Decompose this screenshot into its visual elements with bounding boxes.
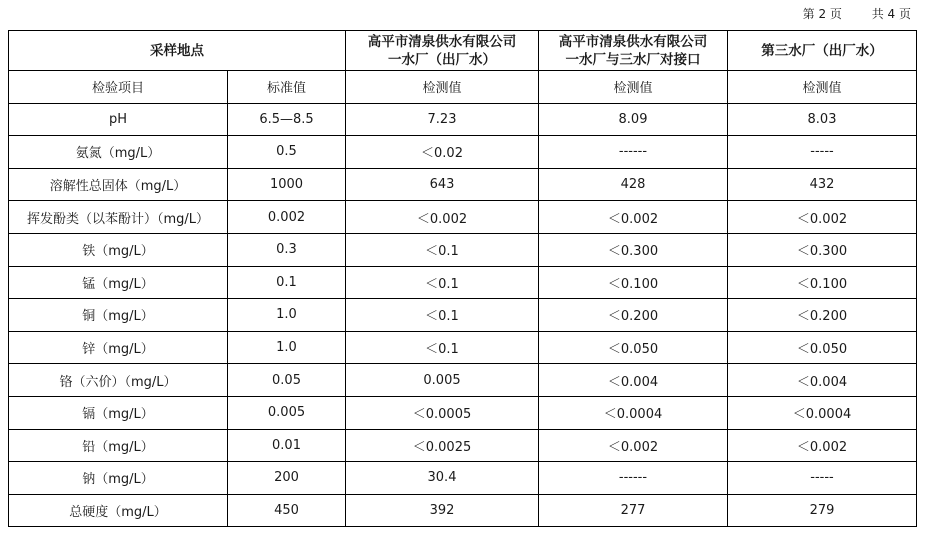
cell-site-1: ＜0.0005 <box>346 396 539 429</box>
table-row <box>9 233 917 266</box>
cell-site-1: ＜0.1 <box>346 331 539 364</box>
table-row <box>9 462 917 495</box>
cell-standard: 0.1 <box>228 266 346 299</box>
cell-site-3: 432 <box>728 168 917 201</box>
cell-standard: 200 <box>228 462 346 495</box>
cell-site-2: 428 <box>539 168 728 201</box>
cell-site-1: ＜0.1 <box>346 233 539 266</box>
cell-standard: 0.3 <box>228 233 346 266</box>
cell-site-3: ＜0.100 <box>728 266 917 299</box>
cell-site-2: ＜0.200 <box>539 299 728 332</box>
table-row <box>9 429 917 462</box>
cell-item: 总硬度（mg/L） <box>9 494 228 527</box>
cell-item: 氨氮（mg/L） <box>9 136 228 169</box>
cell-site-3: ＜0.050 <box>728 331 917 364</box>
header-site-2-line-2: 一水厂与三水厂对接口 <box>565 51 701 68</box>
cell-site-3: ----- <box>728 462 917 495</box>
cell-site-1: 0.005 <box>346 364 539 397</box>
cell-item: 铁（mg/L） <box>9 233 228 266</box>
cell-site-3: 8.03 <box>728 103 917 136</box>
cell-site-3: 279 <box>728 494 917 527</box>
cell-standard: 1.0 <box>228 299 346 332</box>
table-row <box>9 266 917 299</box>
water-quality-table <box>8 30 917 527</box>
cell-site-1: 392 <box>346 494 539 527</box>
cell-standard: 1.0 <box>228 331 346 364</box>
cell-item: 锰（mg/L） <box>9 266 228 299</box>
cell-site-2: ＜0.002 <box>539 201 728 234</box>
cell-site-3: ＜0.0004 <box>728 396 917 429</box>
cell-site-2: ＜0.300 <box>539 233 728 266</box>
table-row <box>9 494 917 527</box>
cell-item: 铅（mg/L） <box>9 429 228 462</box>
cell-item: 钠（mg/L） <box>9 462 228 495</box>
cell-standard: 0.01 <box>228 429 346 462</box>
cell-site-1: ＜0.0025 <box>346 429 539 462</box>
table-row <box>9 168 917 201</box>
table-row <box>9 331 917 364</box>
cell-item: 锌（mg/L） <box>9 331 228 364</box>
header-site-1-line-2: 一水厂（出厂水） <box>388 51 496 68</box>
cell-standard: 450 <box>228 494 346 527</box>
cell-item: 铜（mg/L） <box>9 299 228 332</box>
cell-site-3: ----- <box>728 136 917 169</box>
subheader-measured-2: 检测值 <box>539 71 728 104</box>
cell-item: pH <box>9 103 228 136</box>
subheader-row <box>9 71 917 104</box>
header-site-2 <box>539 31 728 71</box>
subheader-standard: 标准值 <box>228 71 346 104</box>
cell-site-1: 643 <box>346 168 539 201</box>
cell-site-1: ＜0.02 <box>346 136 539 169</box>
page-current: 第 2 页 <box>802 7 842 21</box>
cell-standard: 0.005 <box>228 396 346 429</box>
cell-item: 挥发酚类（以苯酚计）（mg/L） <box>9 201 228 234</box>
page-indicator <box>803 5 911 22</box>
cell-site-3: ＜0.200 <box>728 299 917 332</box>
subheader-measured-1: 检测值 <box>346 71 539 104</box>
cell-site-3: ＜0.002 <box>728 429 917 462</box>
cell-site-1: ＜0.1 <box>346 266 539 299</box>
cell-site-2: 277 <box>539 494 728 527</box>
header-row <box>9 31 917 71</box>
subheader-measured-3: 检测值 <box>728 71 917 104</box>
cell-item: 镉（mg/L） <box>9 396 228 429</box>
cell-site-2: ＜0.100 <box>539 266 728 299</box>
header-site-1 <box>346 31 539 71</box>
cell-item: 铬（六价）（mg/L） <box>9 364 228 397</box>
header-site-1-line-1: 高平市清泉供水有限公司 <box>367 33 517 50</box>
cell-site-2: ＜0.002 <box>539 429 728 462</box>
cell-site-3: ＜0.004 <box>728 364 917 397</box>
cell-site-1: 30.4 <box>346 462 539 495</box>
table-row <box>9 103 917 136</box>
cell-site-2: ＜0.050 <box>539 331 728 364</box>
cell-site-3: ＜0.300 <box>728 233 917 266</box>
cell-site-3: ＜0.002 <box>728 201 917 234</box>
cell-site-1: 7.23 <box>346 103 539 136</box>
cell-site-2: ＜0.004 <box>539 364 728 397</box>
table-row <box>9 299 917 332</box>
cell-site-2: ------ <box>539 136 728 169</box>
header-site-3: 第三水厂（出厂水） <box>728 31 917 71</box>
cell-site-1: ＜0.1 <box>346 299 539 332</box>
header-sampling-location: 采样地点 <box>9 31 346 71</box>
cell-site-1: ＜0.002 <box>346 201 539 234</box>
cell-standard: 0.5 <box>228 136 346 169</box>
header-site-2-line-1: 高平市清泉供水有限公司 <box>558 33 708 50</box>
cell-standard: 0.002 <box>228 201 346 234</box>
cell-site-2: 8.09 <box>539 103 728 136</box>
page-total: 共 4 页 <box>871 7 911 21</box>
cell-site-2: ------ <box>539 462 728 495</box>
cell-item: 溶解性总固体（mg/L） <box>9 168 228 201</box>
cell-standard: 6.5—8.5 <box>228 103 346 136</box>
cell-site-2: ＜0.0004 <box>539 396 728 429</box>
subheader-item: 检验项目 <box>9 71 228 104</box>
table-row <box>9 364 917 397</box>
table-row <box>9 396 917 429</box>
table-row <box>9 201 917 234</box>
cell-standard: 1000 <box>228 168 346 201</box>
cell-standard: 0.05 <box>228 364 346 397</box>
table-row <box>9 136 917 169</box>
